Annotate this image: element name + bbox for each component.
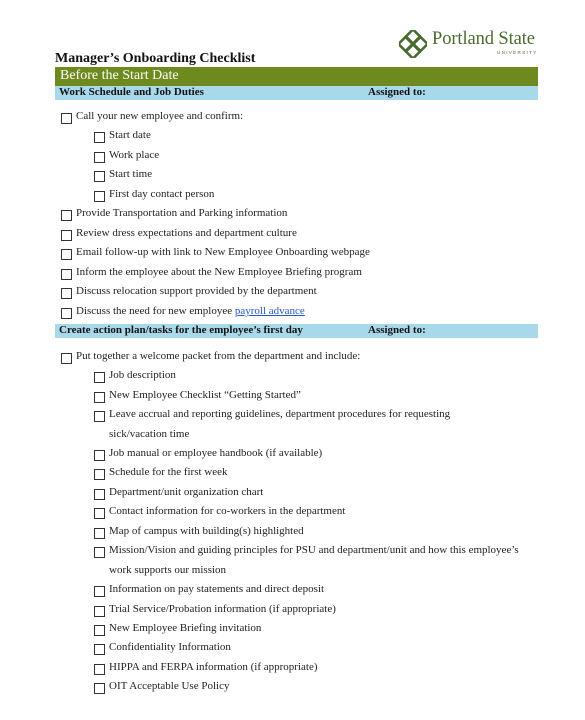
checkbox[interactable] (94, 528, 105, 539)
item-label: Discuss the need for new employee payroll advance (76, 305, 305, 317)
banner-label: Before the Start Date (60, 68, 179, 83)
item-label: Discuss relocation support provided by the department (76, 285, 317, 297)
checkbox[interactable] (94, 392, 105, 403)
item-label: Map of campus with building(s) highlighted (109, 525, 304, 537)
item-label: Job manual or employee handbook (if available) (109, 447, 323, 459)
payroll-advance-link[interactable]: payroll advance (234, 305, 305, 317)
checkbox[interactable] (94, 152, 105, 163)
psu-logo-mark-icon (399, 30, 427, 58)
checkbox[interactable] (94, 586, 105, 597)
checkbox[interactable] (61, 210, 72, 221)
checkbox[interactable] (94, 411, 105, 422)
item-label: Job description (109, 369, 176, 381)
item-label: Information on pay statements and direct deposit (109, 583, 325, 595)
checkbox[interactable] (94, 191, 105, 202)
item-label: Put together a welcome packet from the department and include: (76, 350, 361, 362)
item-label: Start time (109, 168, 153, 180)
logo-wordmark: Portland State (432, 29, 535, 49)
checkbox[interactable] (61, 353, 72, 364)
checkbox[interactable] (94, 469, 105, 480)
logo-subtitle: UNIVERSITY (497, 50, 538, 55)
item-label: Confidentiality Information (109, 641, 231, 653)
item-label: OIT Acceptable Use Policy (109, 680, 230, 692)
section1-header-label: Work Schedule and Job Duties (59, 86, 204, 98)
section1-assigned-label: Assigned to: (368, 86, 426, 98)
checkbox[interactable] (61, 230, 72, 241)
item-label: Provide Transportation and Parking information (76, 207, 288, 219)
checkbox[interactable] (94, 683, 105, 694)
item-label: Schedule for the first week (109, 466, 228, 478)
item-continuation: work supports our mission (109, 564, 227, 576)
checkbox[interactable] (61, 308, 72, 319)
item-continuation: sick/vacation time (109, 428, 190, 440)
checkbox[interactable] (94, 547, 105, 558)
item-label: New Employee Checklist “Getting Started” (109, 389, 301, 401)
item-label: New Employee Briefing invitation (109, 622, 262, 634)
psu-logo (399, 28, 549, 58)
checkbox[interactable] (94, 664, 105, 675)
checkbox[interactable] (94, 508, 105, 519)
section-banner (55, 67, 538, 86)
item-label: Inform the employee about the New Employee Briefing program (76, 266, 362, 278)
section1-header (55, 86, 538, 100)
checkbox[interactable] (94, 606, 105, 617)
section2-header-label: Create action plan/tasks for the employee’s first day (59, 324, 303, 336)
item-label: Contact information for co-workers in the department (109, 505, 346, 517)
checkbox[interactable] (94, 372, 105, 383)
item-label: Start date (109, 129, 151, 141)
document-title: Manager’s Onboarding Checklist (55, 51, 256, 66)
item-label: First day contact person (109, 188, 215, 200)
section2-header (55, 324, 538, 338)
checkbox[interactable] (61, 113, 72, 124)
checkbox[interactable] (94, 489, 105, 500)
item-label: Review dress expectations and department culture (76, 227, 297, 239)
checkbox[interactable] (94, 644, 105, 655)
item-label: Email follow-up with link to New Employee Onboarding webpage (76, 246, 370, 258)
checkbox[interactable] (94, 132, 105, 143)
item-label: HIPPA and FERPA information (if appropriate) (109, 661, 318, 673)
checkbox[interactable] (94, 171, 105, 182)
checkbox[interactable] (61, 288, 72, 299)
item-label: Leave accrual and reporting guidelines, department procedures for requesting (109, 408, 451, 420)
item-label: Trial Service/Probation information (if appropriate) (109, 603, 336, 615)
section2-assigned-label: Assigned to: (368, 324, 426, 336)
item-label: Call your new employee and confirm: (76, 110, 244, 122)
checkbox[interactable] (61, 249, 72, 260)
checkbox[interactable] (61, 269, 72, 280)
checkbox[interactable] (94, 450, 105, 461)
checkbox[interactable] (94, 625, 105, 636)
item-label: Department/unit organization chart (109, 486, 264, 498)
item-label: Mission/Vision and guiding principles for PSU and department/unit and how this employee’s (109, 544, 519, 556)
item-label: Work place (109, 149, 160, 161)
